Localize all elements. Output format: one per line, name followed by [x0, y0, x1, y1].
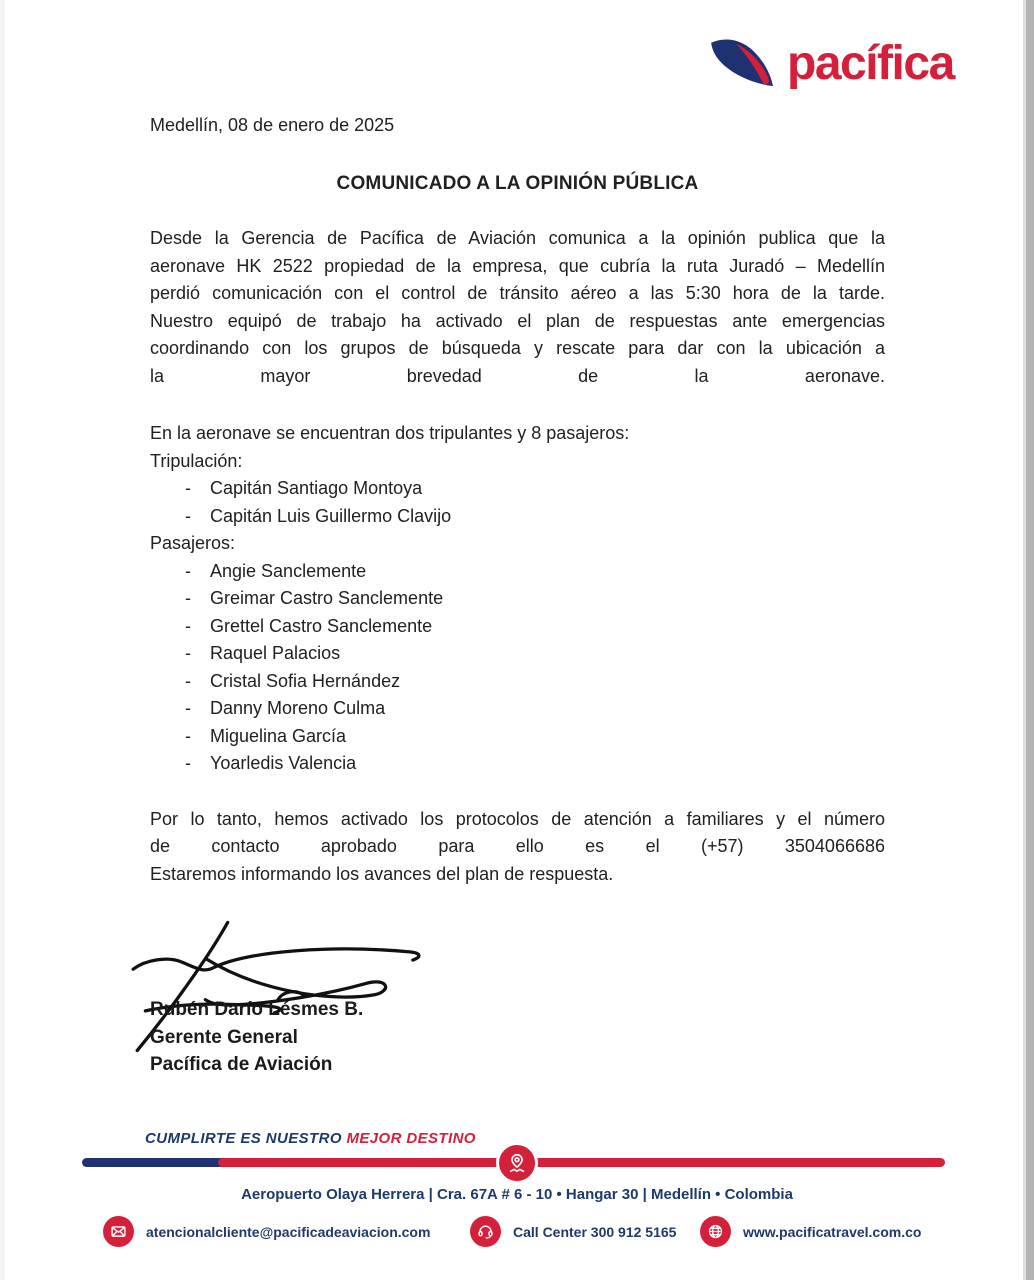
passenger-list-item [150, 585, 885, 613]
passenger-name: Miguelina García [210, 725, 347, 746]
occupants-intro: En la aeronave se encuentran dos tripulantes y 8 pasajeros: [150, 423, 630, 443]
occupants-section [150, 420, 885, 778]
dash-bullet: - [185, 588, 191, 608]
slogan [145, 1130, 476, 1147]
signatory-role: Gerente General [150, 1026, 298, 1048]
paragraph-line: Nuestro equipó de trabajo ha activado el plan de respuestas ante emergencias [150, 310, 885, 331]
email-text: atencionalcliente@pacificadeaviacion.com [146, 1223, 431, 1240]
paragraph-contact [150, 806, 885, 889]
passenger-list-item [150, 640, 885, 668]
headset-icon [470, 1216, 501, 1247]
letter-date: Medellín, 08 de enero de 2025 [150, 115, 395, 135]
scan-right-edge [1026, 0, 1034, 1280]
paragraph-incident [150, 225, 885, 390]
paragraph-line: coordinando con los grupos de búsqueda y rescate para dar con la ubicación a [150, 338, 885, 358]
crew-label: Tripulación: [150, 450, 243, 471]
passenger-list-item [150, 695, 885, 723]
passenger-name: Yoarledis Valencia [210, 753, 357, 773]
footer-website [700, 1216, 921, 1247]
footer-address: Aeropuerto Olaya Herrera | Cra. 67A # 6 - 10 • Hangar 30 | Medellín • Colombia [241, 1186, 793, 1203]
passenger-list-item [150, 613, 885, 641]
crew-list-item [150, 503, 885, 531]
crew-name: Capitán Luis Guillermo Clavijo [210, 505, 452, 526]
signature-block [150, 996, 363, 1079]
logo-wordmark: pacífica [787, 37, 954, 90]
footer-divider-red [218, 1158, 945, 1167]
call-center-text: Call Center 300 912 5165 [513, 1223, 677, 1240]
logo-swoosh-icon [705, 35, 783, 93]
dash-bullet: - [185, 698, 191, 718]
crew-list-item [150, 475, 885, 503]
location-pin-badge [496, 1142, 538, 1184]
dash-bullet: - [185, 753, 191, 773]
paragraph-line: la mayor brevedad de la aeronave. [150, 365, 885, 386]
globe-icon [700, 1216, 731, 1247]
scan-left-edge [0, 0, 5, 1280]
passenger-name: Grettel Castro Sanclemente [210, 615, 433, 636]
paragraph-line: perdió comunicación con el control de tránsito aéreo a las 5:30 hora de la tarde. [150, 283, 885, 303]
passenger-list-item [150, 723, 885, 751]
location-pin-icon [506, 1152, 528, 1174]
passenger-name: Greimar Castro Sanclemente [210, 588, 444, 608]
footer-divider-blue [82, 1158, 222, 1167]
passenger-name: Angie Sanclemente [210, 560, 367, 581]
passenger-name: Danny Moreno Culma [210, 698, 386, 718]
dash-bullet: - [185, 643, 191, 663]
paragraph-line: Estaremos informando los avances del plan de respuesta. [150, 863, 614, 884]
slogan-highlight: MEJOR DESTINO [346, 1130, 476, 1147]
signatory-name: Rubén Darío Lésmes B. [150, 999, 364, 1020]
paragraph-line: Desde la Gerencia de Pacífica de Aviación comunica a la opinión publica que la [150, 228, 885, 248]
passenger-name: Raquel Palacios [210, 643, 341, 663]
letter-title: COMUNICADO A LA OPINIÓN PÚBLICA [336, 172, 699, 194]
dash-bullet: - [185, 478, 191, 498]
passenger-list-item [150, 750, 885, 778]
passenger-list-item [150, 668, 885, 696]
email-icon [103, 1216, 134, 1247]
dash-bullet: - [185, 560, 191, 581]
letter-body [150, 112, 885, 888]
dash-bullet: - [185, 725, 191, 746]
dash-bullet: - [185, 615, 191, 636]
signatory-company: Pacífica de Aviación [150, 1054, 333, 1075]
company-logo [705, 33, 954, 95]
footer-call-center [470, 1216, 676, 1247]
footer-email [103, 1216, 430, 1247]
website-text: www.pacificatravel.com.co [743, 1223, 922, 1240]
paragraph-line: aeronave HK 2522 propiedad de la empresa, que cubría la ruta Juradó – Medellín [150, 255, 885, 276]
crew-name: Capitán Santiago Montoya [210, 478, 423, 498]
slogan-prefix: CUMPLIRTE ES NUESTRO [145, 1130, 347, 1147]
passenger-list-item [150, 558, 885, 586]
paragraph-line: Por lo tanto, hemos activado los protocolos de atención a familiares y el número [150, 808, 885, 829]
passenger-name: Cristal Sofia Hernández [210, 670, 401, 691]
passengers-label: Pasajeros: [150, 533, 236, 553]
dash-bullet: - [185, 670, 191, 691]
dash-bullet: - [185, 505, 191, 526]
paragraph-line: de contacto aprobado para ello es el (+57) 3504066686 [150, 836, 885, 856]
